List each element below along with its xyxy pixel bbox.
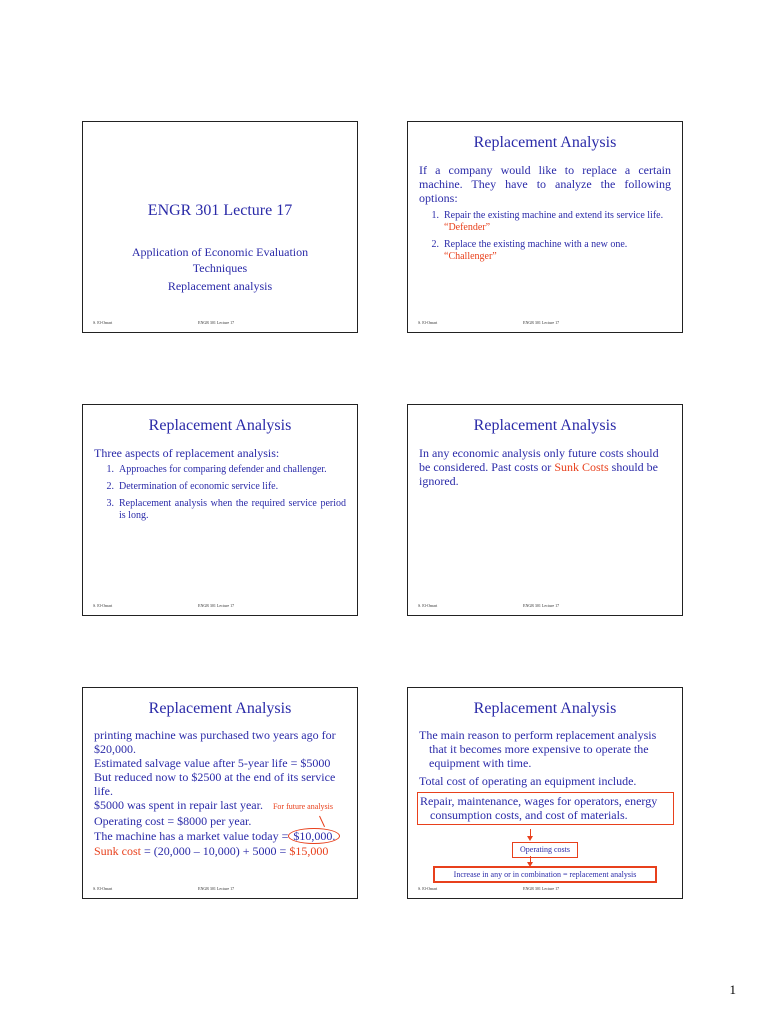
footer-author: S. El-Omari: [418, 603, 438, 608]
defender-label: “Defender”: [444, 222, 491, 233]
challenger-label: “Challenger”: [444, 251, 497, 262]
footer-author: S. El-Omari: [418, 320, 438, 325]
slide-1-line1: Application of Economic Evaluation: [131, 245, 309, 259]
slide-5-line4: $5000 was spent in repair last year. For future analysis: [94, 798, 333, 812]
operating-costs-box: Operating costs: [512, 842, 578, 858]
slide-6-para3: Repair, maintenance, wages for operators, energy consumption costs, and cost of materials.: [420, 794, 658, 822]
slide-2-title: Replacement Analysis: [473, 134, 617, 151]
market-value-circled: $10,000.: [288, 828, 340, 844]
list-item: 2. Replace the existing machine with a new one. “Challenger”: [431, 239, 628, 262]
slide-3-list: [94, 464, 346, 527]
slide-6-para1: The main reason to perform replacement analysis that it becomes more expensive to operate the equipment with time.: [419, 728, 657, 770]
footer-author: S. El-Omari: [93, 886, 113, 891]
list-item: 2. Determination of economic service life.: [106, 481, 279, 492]
arrowhead-1: [527, 836, 533, 841]
slide-6-title: Replacement Analysis: [473, 700, 617, 717]
list-item: 3. Replacement analysis when the required service period is long.: [106, 498, 346, 521]
footer-author: S. El-Omari: [93, 603, 113, 608]
future-analysis-note: For future analysis: [272, 802, 333, 811]
slide-5-title: Replacement Analysis: [148, 700, 292, 717]
slide-1-line2: Techniques: [192, 261, 248, 275]
footer-course: ENGR 301 Lecture 17: [523, 320, 560, 325]
footer-course: ENGR 301 Lecture 17: [198, 320, 235, 325]
slide-4: [407, 404, 683, 616]
slide-3: [82, 404, 358, 616]
sunk-costs-label: Sunk Costs: [554, 460, 609, 474]
slide-2-list: [419, 210, 671, 268]
footer-course: ENGR 301 Lecture 17: [198, 603, 235, 608]
slide-3-intro: Three aspects of replacement analysis:: [94, 446, 280, 460]
list-item: 1. Approaches for comparing defender and challenger.: [106, 464, 327, 475]
slide-5-line3: But reduced now to $2500 at the end of its service life.: [94, 770, 336, 798]
footer-course: ENGR 301 Lecture 17: [523, 603, 560, 608]
slide-4-body: In any economic analysis only future costs should be considered. Past costs or Sunk Costs should be ignored.: [419, 446, 659, 488]
slide-3-title: Replacement Analysis: [148, 417, 292, 434]
slide-4-title: Replacement Analysis: [473, 417, 617, 434]
slide-5-line5: Operating cost = $8000 per year.: [94, 814, 252, 828]
footer-course: ENGR 301 Lecture 17: [198, 886, 235, 891]
slide-5-line1: printing machine was purchased two years ago for $20,000.: [94, 728, 336, 756]
slide-5: [82, 687, 358, 899]
slide-6-body: [419, 728, 674, 825]
slide-1-line3: Replacement analysis: [167, 279, 273, 293]
list-item: 1. Repair the existing machine and extend its service life. “Defender”: [431, 210, 664, 233]
slide-6-para3-box: [417, 792, 674, 825]
slide-6: [407, 687, 683, 899]
page-number: 1: [729, 982, 736, 997]
slide-2: [407, 121, 683, 333]
slide-5-sunk-cost: Sunk cost = (20,000 – 10,000) + 5000 = $15,000: [94, 844, 329, 858]
slide-1-title: ENGR 301 Lecture 17: [147, 202, 293, 219]
slide-5-line6: The machine has a market value today = $10,000.: [94, 828, 351, 844]
footer-author: S. El-Omari: [418, 886, 438, 891]
slide-6-para2: Total cost of operating an equipment include.: [419, 774, 637, 788]
slide-5-body: [94, 728, 351, 858]
slide-1: [82, 121, 358, 333]
footer-course: ENGR 301 Lecture 17: [523, 886, 560, 891]
slide-5-line2: Estimated salvage value after 5-year life = $5000: [94, 756, 331, 770]
slide-2-intro: If a company would like to replace a certain machine. They have to analyze the following options:: [419, 163, 671, 205]
footer-author: S. El-Omari: [93, 320, 113, 325]
replacement-analysis-box: Increase in any or in combination = replacement analysis: [433, 866, 657, 883]
